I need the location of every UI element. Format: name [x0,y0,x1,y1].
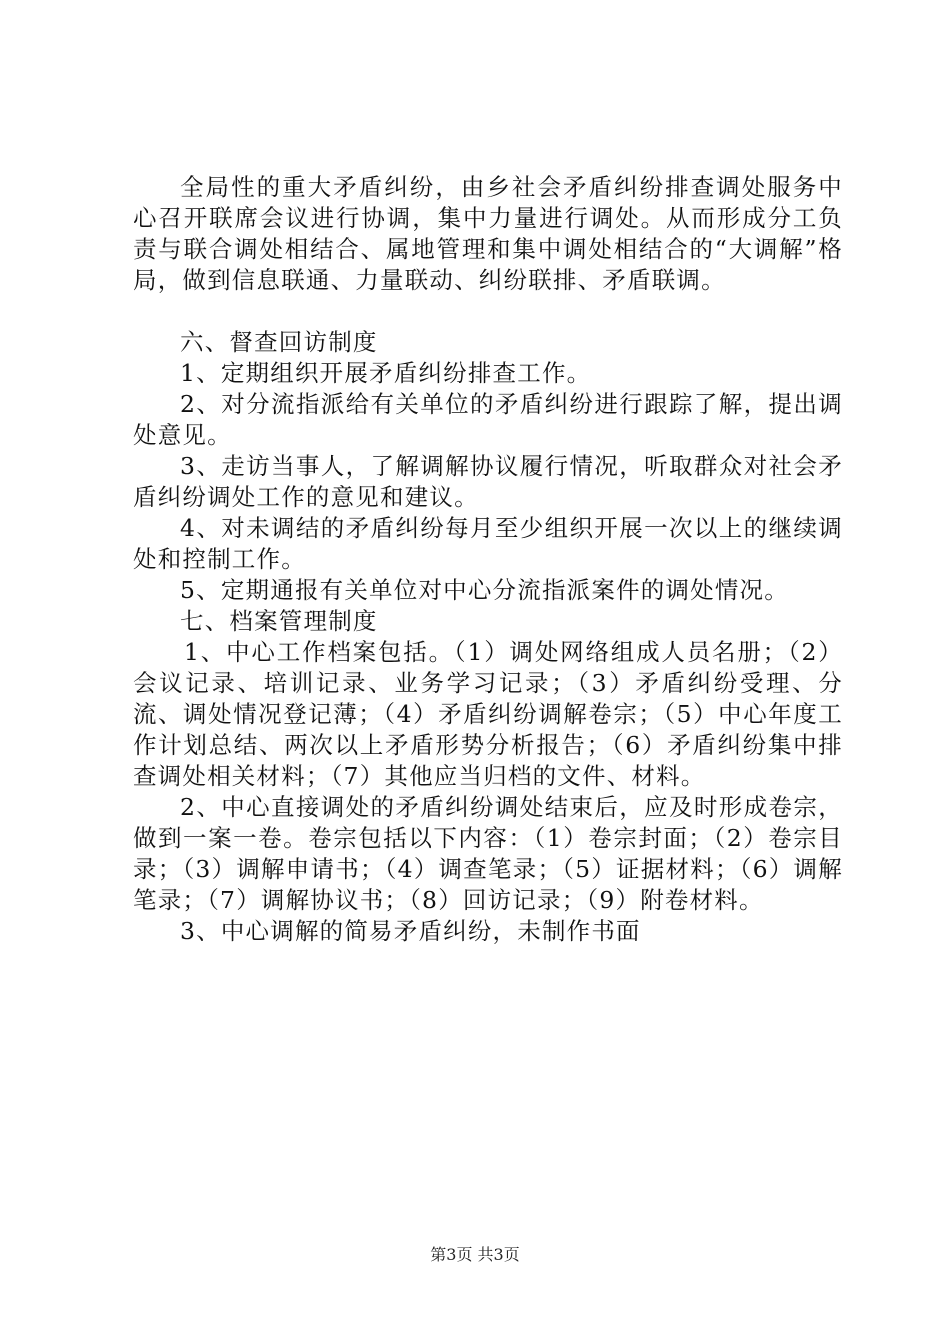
page-footer [0,1245,950,1265]
paragraph-item-1: 1、定期组织开展矛盾纠纷排查工作。 [180,359,592,387]
document-body [133,172,843,947]
page-number-label: 第3页 共3页 [430,1245,520,1264]
heading-archive-management: 七、档案管理制度 [180,607,378,635]
paragraph-archive-item-3: 3、中心调解的简易矛盾纠纷，未制作书面 [180,917,641,945]
paragraph-archive-item-1: 1、中心工作档案包括。（1）调处网络组成人员名册；（2）会议记录、培训记录、业务学习记录；（3）矛盾纠纷受理、分流、调处情况登记薄；（4）矛盾纠纷调解卷宗；（5）中心年度工作计划总结、两次以上矛盾形势分析报告；（6）矛盾纠纷集中排查调处相关材料；（7）其他应当归档的文件、材料。 [133,638,843,790]
paragraph-grand-mediation: 全局性的重大矛盾纠纷，由乡社会矛盾纠纷排查调处服务中心召开联席会议进行协调，集中力量进行调处。从而形成分工负责与联合调处相结合、属地管理和集中调处相结合的“大调解”格局，做到信息联通、力量联动、纠纷联排、矛盾联调。 [133,173,843,294]
paragraph-item-4: 4、对未调结的矛盾纠纷每月至少组织开展一次以上的继续调处和控制工作。 [133,514,843,573]
paragraph-archive-item-2: 2、中心直接调处的矛盾纠纷调处结束后，应及时形成卷宗，做到一案一卷。卷宗包括以下内容：（1）卷宗封面；（2）卷宗目录；（3）调解申请书；（4）调查笔录；（5）证据材料；（6）调解笔录；（7）调解协议书；（8）回访记录；（9）附卷材料。 [133,793,843,914]
heading-supervision-revisit: 六、督查回访制度 [180,328,378,356]
paragraph-item-2: 2、对分流指派给有关单位的矛盾纠纷进行跟踪了解，提出调处意见。 [133,390,843,449]
paragraph-item-5: 5、定期通报有关单位对中心分流指派案件的调处情况。 [180,576,789,604]
paragraph-item-3: 3、走访当事人，了解调解协议履行情况，听取群众对社会矛盾纠纷调处工作的意见和建议。 [133,452,843,511]
